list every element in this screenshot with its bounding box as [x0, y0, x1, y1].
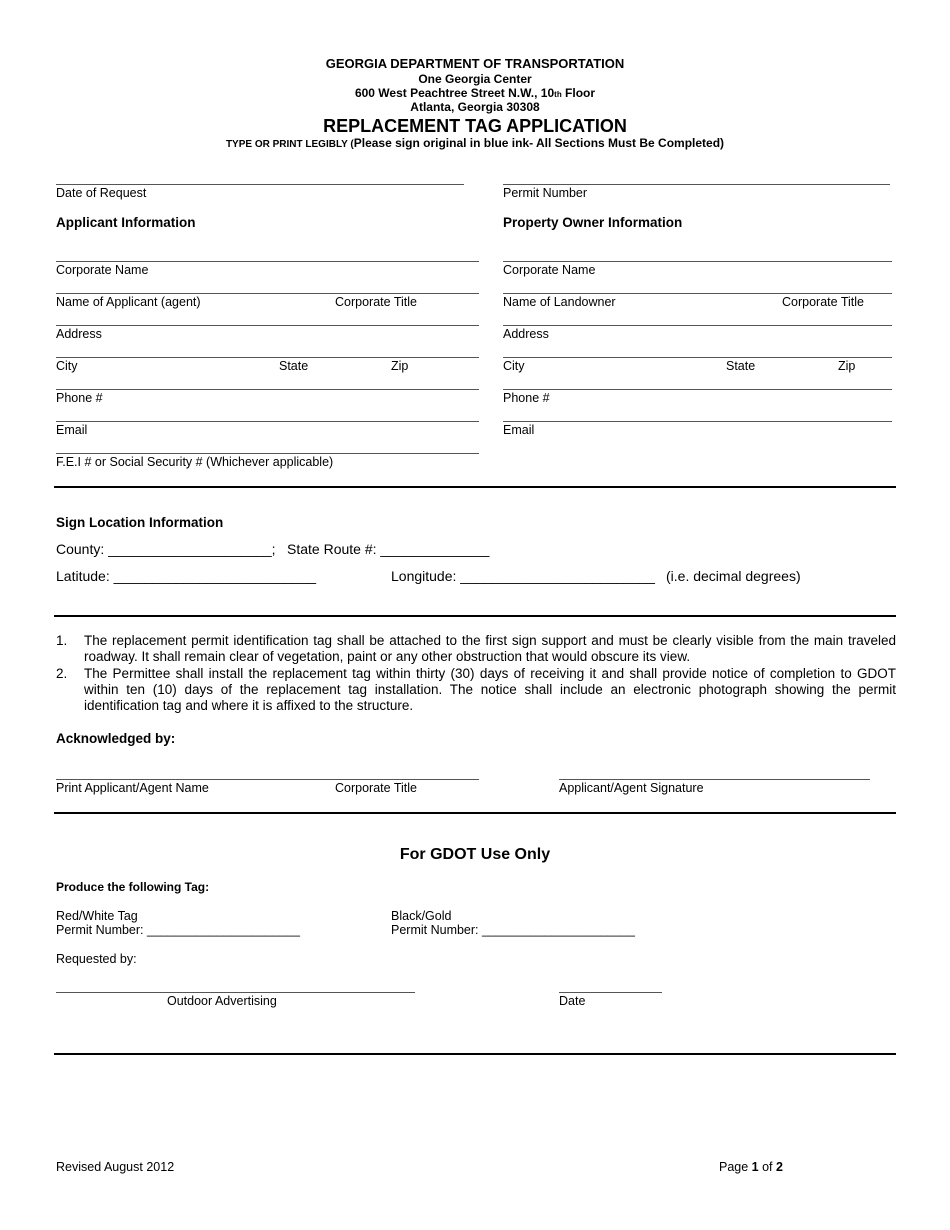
signature-line[interactable]	[559, 779, 870, 780]
applicant-phone-label: Phone #	[56, 391, 103, 405]
owner-landowner-label: Name of Landowner	[503, 295, 616, 309]
owner-email-label: Email	[503, 423, 535, 437]
owner-landowner-line[interactable]	[503, 293, 892, 294]
owner-city-line[interactable]	[503, 357, 892, 358]
date-label: Date	[559, 994, 586, 1008]
red-white-permit-field[interactable]: Permit Number: ______________________	[56, 923, 300, 937]
state-route-field[interactable]: State Route #: ______________	[287, 541, 490, 557]
section-divider	[54, 812, 896, 814]
gdot-use-heading: For GDOT Use Only	[399, 846, 551, 863]
street-address: 600 West Peachtree Street N.W., 10th Floor	[354, 86, 596, 100]
produce-tag-label: Produce the following Tag:	[56, 880, 210, 894]
building-name: One Georgia Center	[418, 72, 532, 86]
city-address: Atlanta, Georgia 30308	[410, 100, 540, 114]
page-title: REPLACEMENT TAG APPLICATION	[323, 116, 627, 136]
acknowledged-heading: Acknowledged by:	[56, 731, 176, 746]
page-indicator: Page 1 of 2	[719, 1160, 783, 1174]
section-divider	[54, 615, 896, 617]
applicant-city-label: City	[56, 359, 78, 373]
black-gold-tag-label: Black/Gold	[391, 909, 452, 923]
owner-phone-line[interactable]	[503, 389, 892, 390]
owner-city-label: City	[503, 359, 525, 373]
owner-heading: Property Owner Information	[503, 215, 683, 230]
requested-by-label: Requested by:	[56, 952, 137, 966]
permit-number-line[interactable]	[503, 184, 890, 185]
black-gold-permit-field[interactable]: Permit Number: ______________________	[391, 923, 635, 937]
owner-phone-label: Phone #	[503, 391, 550, 405]
permit-number-label: Permit Number	[503, 186, 588, 200]
applicant-corporate-name-label: Corporate Name	[56, 263, 149, 277]
outdoor-advertising-label: Outdoor Advertising	[167, 994, 277, 1008]
applicant-email-label: Email	[56, 423, 88, 437]
org-name: GEORGIA DEPARTMENT OF TRANSPORTATION	[325, 56, 625, 71]
county-field[interactable]: County: _____________________;	[56, 541, 276, 557]
longitude-field[interactable]: Longitude: _________________________	[391, 568, 655, 584]
print-name-line[interactable]	[56, 779, 479, 780]
applicant-zip-label: Zip	[391, 359, 409, 373]
owner-corporate-name-label: Corporate Name	[503, 263, 596, 277]
owner-corporate-title-label: Corporate Title	[782, 295, 864, 309]
red-white-tag-label: Red/White Tag	[56, 909, 138, 923]
signature-label: Applicant/Agent Signature	[559, 781, 704, 795]
applicant-address-line[interactable]	[56, 325, 479, 326]
applicant-name-line[interactable]	[56, 293, 479, 294]
outdoor-advertising-line[interactable]	[56, 992, 415, 993]
owner-address-line[interactable]	[503, 325, 892, 326]
applicant-state-label: State	[279, 359, 309, 373]
applicant-phone-line[interactable]	[56, 389, 479, 390]
section-divider	[54, 1053, 896, 1055]
applicant-corporate-name-line[interactable]	[56, 261, 479, 262]
applicant-city-line[interactable]	[56, 357, 479, 358]
owner-zip-label: Zip	[838, 359, 856, 373]
applicant-name-label: Name of Applicant (agent)	[56, 295, 201, 309]
applicant-corporate-title-label: Corporate Title	[335, 295, 417, 309]
date-line[interactable]	[559, 992, 662, 993]
ack-corporate-title-label: Corporate Title	[335, 781, 417, 795]
sign-location-heading: Sign Location Information	[56, 515, 224, 530]
date-of-request-label: Date of Request	[56, 186, 147, 200]
decimal-degrees-note: (i.e. decimal degrees)	[666, 568, 801, 584]
section-divider	[54, 486, 896, 488]
applicant-heading: Applicant Information	[56, 215, 196, 230]
revision-date: Revised August 2012	[56, 1160, 175, 1174]
instructions-list	[56, 633, 896, 714]
print-name-label: Print Applicant/Agent Name	[56, 781, 209, 795]
page-subtitle: TYPE OR PRINT LEGIBLY (Please sign original in blue ink- All Sections Must Be Completed)	[225, 136, 725, 150]
instruction-item: 1. The replacement permit identification tag shall be attached to the first sign support and must be clearly visible from the main traveled roadway. It shall remain clear of vegetation, paint or any other obstruction that would obscure its view.	[56, 633, 896, 665]
applicant-fei-line[interactable]	[56, 453, 479, 454]
applicant-email-line[interactable]	[56, 421, 479, 422]
owner-email-line[interactable]	[503, 421, 892, 422]
owner-state-label: State	[726, 359, 756, 373]
latitude-field[interactable]: Latitude: __________________________	[56, 568, 317, 584]
applicant-fei-label: F.E.I # or Social Security # (Whichever applicable)	[56, 455, 334, 469]
applicant-address-label: Address	[56, 327, 102, 341]
instruction-item: 2. The Permittee shall install the replacement tag within thirty (30) days of receiving it and shall provide notice of completion to GDOT within ten (10) days of the replacement tag installation. The notice shall include an electronic photograph showing the permit identification tag and where it is affixed to the structure.	[56, 665, 896, 714]
owner-corporate-name-line[interactable]	[503, 261, 892, 262]
owner-address-label: Address	[503, 327, 549, 341]
date-of-request-line[interactable]	[56, 184, 464, 185]
